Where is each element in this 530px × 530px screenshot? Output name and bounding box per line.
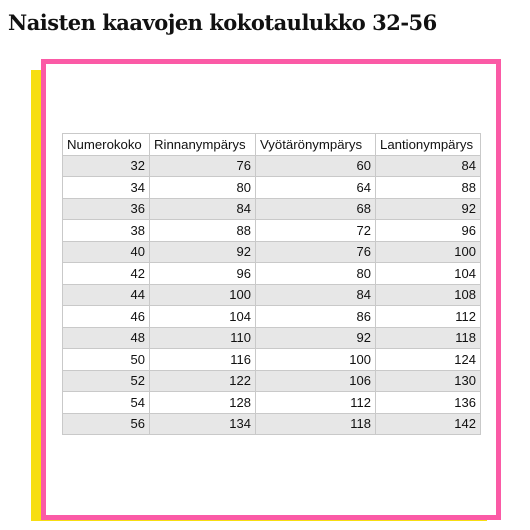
size-chart-frame xyxy=(41,59,501,520)
column-header-hip: Lantionympärys xyxy=(376,134,481,156)
table-header-row xyxy=(63,134,481,156)
cell-size: 32 xyxy=(63,155,150,177)
cell-hip: 84 xyxy=(376,155,481,177)
table-row xyxy=(63,370,481,392)
column-header-bust: Rinnanympärys xyxy=(150,134,256,156)
cell-bust: 88 xyxy=(150,220,256,242)
cell-waist: 68 xyxy=(256,198,376,220)
cell-size: 40 xyxy=(63,241,150,263)
table-row xyxy=(63,155,481,177)
table-row xyxy=(63,284,481,306)
cell-bust: 128 xyxy=(150,392,256,414)
cell-bust: 134 xyxy=(150,413,256,435)
cell-waist: 80 xyxy=(256,263,376,285)
cell-bust: 76 xyxy=(150,155,256,177)
cell-waist: 60 xyxy=(256,155,376,177)
cell-waist: 76 xyxy=(256,241,376,263)
cell-hip: 142 xyxy=(376,413,481,435)
cell-hip: 118 xyxy=(376,327,481,349)
cell-size: 56 xyxy=(63,413,150,435)
cell-bust: 110 xyxy=(150,327,256,349)
cell-size: 54 xyxy=(63,392,150,414)
cell-size: 44 xyxy=(63,284,150,306)
cell-bust: 92 xyxy=(150,241,256,263)
cell-waist: 92 xyxy=(256,327,376,349)
table-body xyxy=(63,155,481,435)
cell-waist: 106 xyxy=(256,370,376,392)
cell-size: 38 xyxy=(63,220,150,242)
table-row xyxy=(63,306,481,328)
cell-size: 46 xyxy=(63,306,150,328)
size-table xyxy=(62,133,481,435)
cell-size: 42 xyxy=(63,263,150,285)
cell-waist: 100 xyxy=(256,349,376,371)
cell-bust: 100 xyxy=(150,284,256,306)
cell-hip: 104 xyxy=(376,263,481,285)
table-row xyxy=(63,349,481,371)
cell-waist: 84 xyxy=(256,284,376,306)
page-title: Naisten kaavojen kokotaulukko 32-56 xyxy=(8,10,437,35)
cell-bust: 122 xyxy=(150,370,256,392)
cell-waist: 112 xyxy=(256,392,376,414)
cell-hip: 130 xyxy=(376,370,481,392)
cell-bust: 116 xyxy=(150,349,256,371)
cell-hip: 108 xyxy=(376,284,481,306)
column-header-size: Numerokoko xyxy=(63,134,150,156)
table-row xyxy=(63,327,481,349)
table-row xyxy=(63,220,481,242)
table-row xyxy=(63,241,481,263)
cell-size: 50 xyxy=(63,349,150,371)
column-header-waist: Vyötärönympärys xyxy=(256,134,376,156)
table-row xyxy=(63,177,481,199)
table-row xyxy=(63,413,481,435)
cell-bust: 96 xyxy=(150,263,256,285)
cell-size: 34 xyxy=(63,177,150,199)
cell-hip: 96 xyxy=(376,220,481,242)
cell-size: 52 xyxy=(63,370,150,392)
cell-waist: 86 xyxy=(256,306,376,328)
cell-hip: 92 xyxy=(376,198,481,220)
cell-waist: 118 xyxy=(256,413,376,435)
cell-bust: 104 xyxy=(150,306,256,328)
cell-waist: 72 xyxy=(256,220,376,242)
cell-waist: 64 xyxy=(256,177,376,199)
cell-size: 48 xyxy=(63,327,150,349)
table-row xyxy=(63,392,481,414)
cell-hip: 136 xyxy=(376,392,481,414)
table-row xyxy=(63,198,481,220)
cell-hip: 124 xyxy=(376,349,481,371)
cell-bust: 80 xyxy=(150,177,256,199)
cell-bust: 84 xyxy=(150,198,256,220)
table-row xyxy=(63,263,481,285)
cell-hip: 100 xyxy=(376,241,481,263)
cell-hip: 88 xyxy=(376,177,481,199)
cell-hip: 112 xyxy=(376,306,481,328)
cell-size: 36 xyxy=(63,198,150,220)
